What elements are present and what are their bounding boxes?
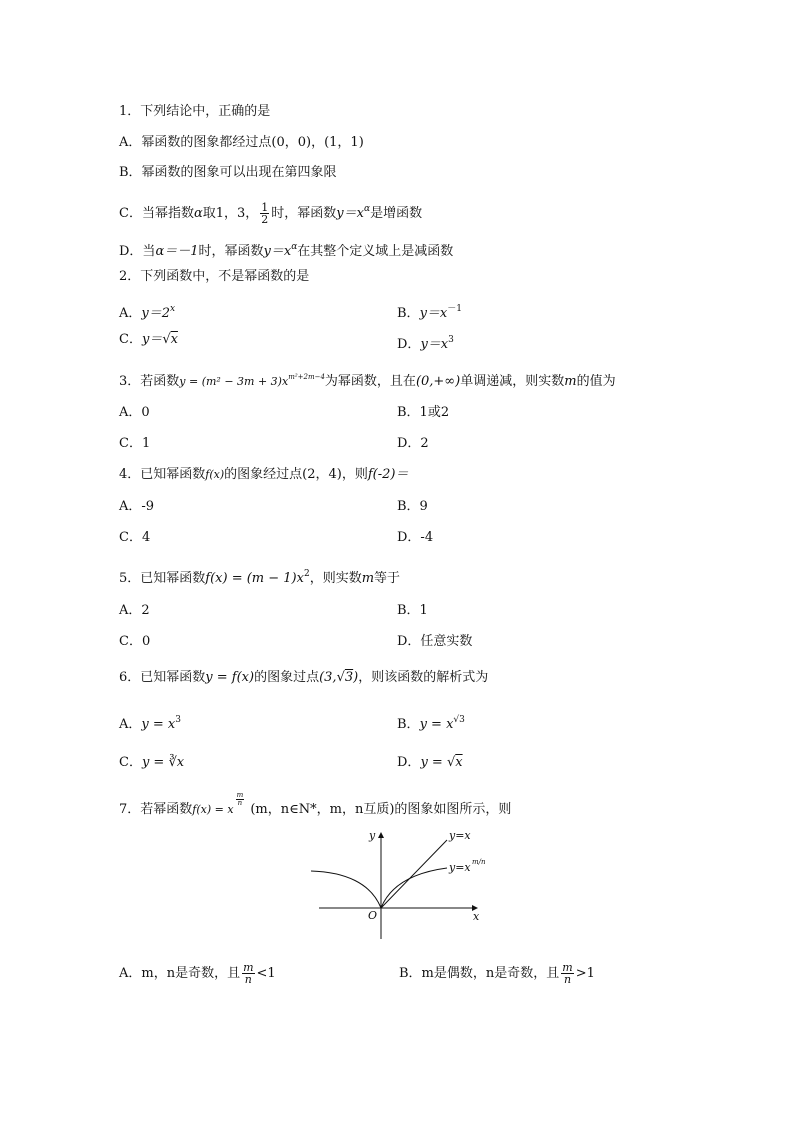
q1-c-post2: 是增函数 [370,206,423,221]
q4-option-d: D．-4 [397,530,434,545]
line-label: y=x [449,829,471,842]
q7-graph [305,825,490,943]
q5-option-c: C．0 [119,634,151,649]
q6-option-c: C．y = ∛x [119,755,185,770]
q1-c-fraction: $\frac{1}{2}$ [261,201,269,226]
curve-label: y=x [449,861,471,874]
q7-stem: 7．若幂函数f(x) = x $\frac{m}{n}$ (m，n∈N*，m，n互质)的图象如图所示，则 [119,791,512,817]
q4-option-c: C．4 [119,530,151,545]
q6-option-d: D．y = √x [397,755,463,770]
q7-option-b: B．m是偶数，n是奇数，且 $\frac{m}{n}$ >1 [399,961,595,986]
q3-interval: (0,+∞) [415,374,461,389]
q3-exp: m²+2m−4 [288,373,325,381]
x-axis-label: x [473,910,480,923]
q5-option-a: A．2 [119,603,150,618]
q1-c-pre: C．当幂指数 [119,206,194,221]
q1-d-cond: α＝－1 [155,244,199,259]
q6-stem: 6．已知幂函数y = f(x)的图象过点(3,√3)，则该函数的解析式为 [119,670,489,685]
q6-point: (3,√3) [319,670,359,685]
line-y-equals-x [381,840,447,908]
q5-option-d: D．任意实数 [397,634,473,649]
q6-option-a: A．$y = x^3$ [119,715,181,732]
q2-option-d: D．$y=x^3$ [397,335,454,352]
left-curve [311,871,381,908]
origin-label: O [368,909,378,922]
q3-option-b: B．1或2 [397,405,450,420]
q6-option-b: B．$y = x^{√3}$ [397,715,465,732]
q1-option-b: B．幂函数的图象可以出现在第四象限 [119,165,337,180]
q1-option-c [119,200,422,225]
q2-stem: 2．下列函数中，不是幂函数的是 [119,269,310,284]
q3-expr: y = (m² − 3m + 3)x [179,375,289,388]
q1-c-post1: 时，幂函数 [271,206,337,221]
q4-stem: 4．已知幂函数f(x)的图象经过点(2，4)，则f(-2)＝ [119,467,409,482]
q3-option-d: D．2 [397,436,429,451]
curve-exponent: m/n [472,858,486,866]
q1-stem: 1．下列结论中，正确的是 [119,104,271,119]
q7-exponent: $\frac{m}{n}$ [236,791,244,807]
q5-option-b: B．1 [397,603,428,618]
q1-option-a: A．幂函数的图象都经过点(0，0)，(1，1) [119,135,364,150]
q1-c-mid: 取1，3， [202,206,259,221]
q5-stem: 5．已知幂函数$f(x) = (m - 1)x^2$，则实数m等于 [119,569,401,586]
q2-option-b: B．$y=x^{-1}$ [397,304,462,321]
q3-option-a: A．0 [119,405,150,420]
y-axis-label: y [369,829,376,842]
q4-option-b: B．9 [397,499,428,514]
q1-c-alpha: α [193,206,203,221]
q3-option-c: C．1 [119,436,151,451]
q1-c-exp: α [363,204,371,214]
q2-option-a: A．$y=2^x$ [119,304,176,321]
q2-option-c: C．y＝√x [119,332,178,347]
q1-c-expr: y＝x [336,206,364,221]
q7-option-a: A．m，n是奇数，且 $\frac{m}{n}$ <1 [119,961,276,986]
q3-stem: 3．若函数$y = (m^2 - 3m + 3)x^{m^2+2m-4}$为幂函数，且在(0,+∞)单调递减，则实数m的值为 [119,373,616,389]
q1-option-d: D．当α＝－1时，幂函数$y=x^\alpha$在其整个定义域上是减函数 [119,242,454,259]
q4-option-a: A．-9 [119,499,155,514]
